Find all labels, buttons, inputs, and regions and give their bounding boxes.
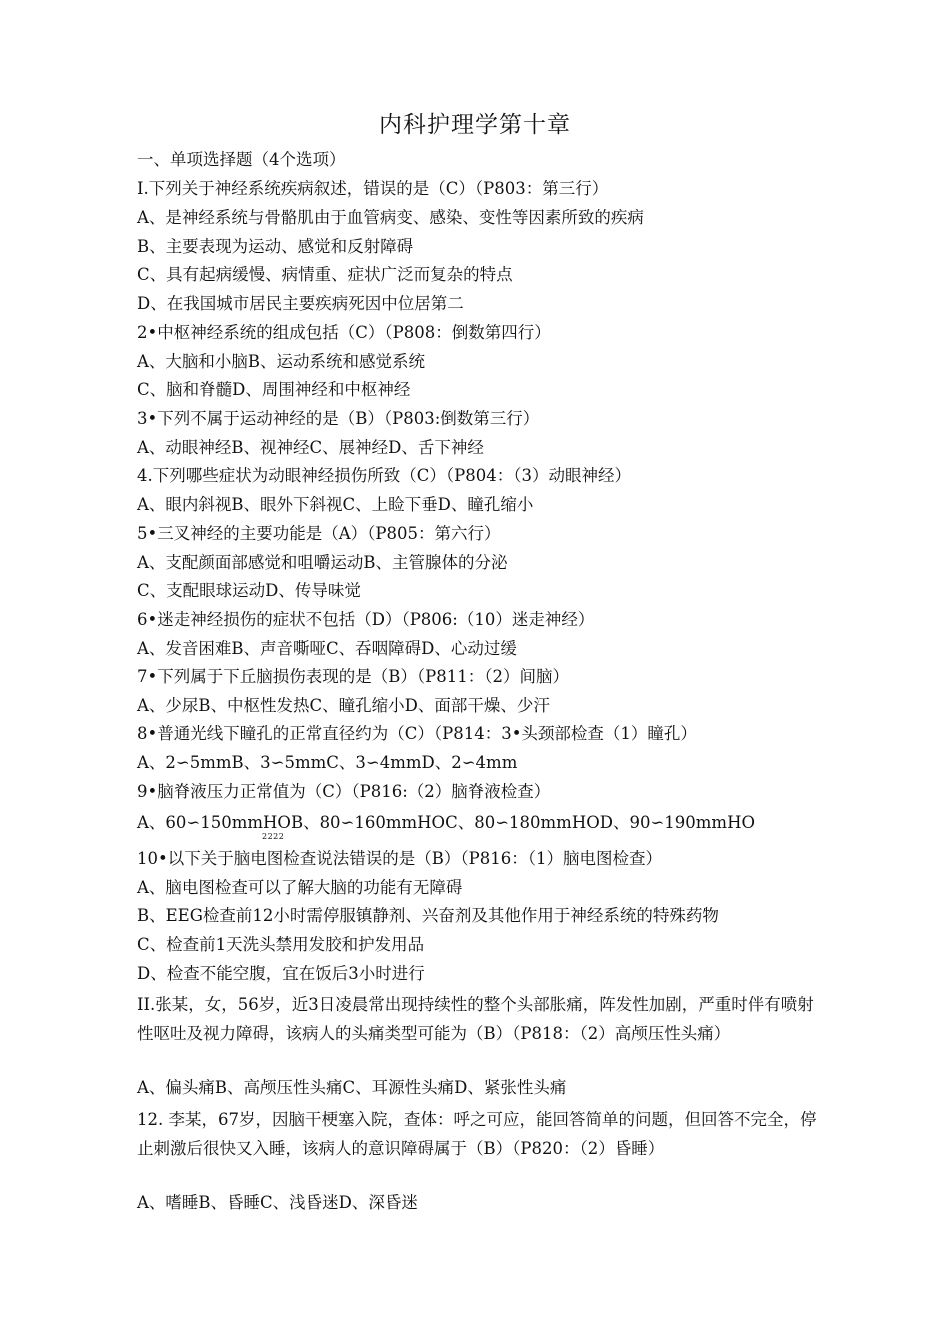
question-7: 7•下列属于下丘脑损伤表现的是（B）（P811：（2）间脑） [137,667,569,686]
question-11: II.张某，女，56岁，近3日凌晨常出现持续性的整个头部胀痛，阵发性加剧，严重时伴有喷射性呕吐及视力障碍，该病人的头痛类型可能为（B）（P818：（2）高颅压性头痛） [137,995,814,1043]
option-line: A、发音困难B、声音嘶哑C、吞咽障碍D、心动过缓 [137,639,517,658]
question-6: 6•迷走神经损伤的症状不包括（D）（P806:（10）迷走神经） [137,610,595,629]
option-line: A、是神经系统与骨骼肌由于血管病变、感染、变性等因素所致的疾病 [137,208,644,227]
option-line: A、偏头痛B、高颅压性头痛C、耳源性头痛D、紧张性头痛 [137,1078,567,1097]
option-line: D、检查不能空腹，宜在饭后3小时进行 [137,964,425,983]
option-line: A、60∽150mmHOB、80∽160mmHOC、80∽180mmHOD、90∽190mmHO [137,813,755,832]
question-10: 10•以下关于脑电图检查说法错误的是（B）（P816：（1）脑电图检查） [137,849,662,868]
subscript-note: 2222 [262,832,285,841]
option-line: C、检查前1天洗头禁用发胶和护发用品 [137,935,425,954]
option-line: C、具有起病缓慢、病情重、症状广泛而复杂的特点 [137,265,513,284]
option-line: A、少尿B、中枢性发热C、瞳孔缩小D、面部干燥、少汗 [137,696,550,715]
option-line: C、脑和脊髓D、周围神经和中枢神经 [137,380,411,399]
option-line: A、支配颜面部感觉和咀嚼运动B、主管腺体的分泌 [137,553,508,572]
option-line: A、大脑和小脑B、运动系统和感觉系统 [137,352,426,371]
page-title: 内科护理学第十章 [379,112,571,138]
question-2: 2•中枢神经系统的组成包括（C）（P808：倒数第四行） [137,323,551,342]
question-4: 4.下列哪些症状为动眼神经损伤所致（C）（P804：（3）动眼神经） [137,466,631,485]
option-line: A、眼内斜视B、眼外下斜视C、上睑下垂D、瞳孔缩小 [137,495,534,514]
option-line: A、脑电图检查可以了解大脑的功能有无障碍 [137,878,463,897]
question-3: 3•下列不属于运动神经的是（B）（P803:倒数第三行） [137,409,540,428]
option-line: A、动眼神经B、视神经C、展神经D、舌下神经 [137,438,484,457]
question-1: I.下列关于神经系统疾病叙述，错误的是（C）（P803：第三行） [137,179,609,198]
question-8: 8•普通光线下瞳孔的正常直径约为（C）（P814：3•头颈部检查（1）瞳孔） [137,724,697,743]
section-heading: 一、单项选择题（4个选项） [137,150,346,169]
option-line: B、主要表现为运动、感觉和反射障碍 [137,237,414,256]
question-12: 12. 李某，67岁，因脑干梗塞入院，查体：呼之可应，能回答简单的问题，但回答不完全，停止刺激后很快又入睡，该病人的意识障碍属于（B）（P820：（2）昏睡） [137,1110,817,1158]
option-line: B、EEG检查前12小时需停服镇静剂、兴奋剂及其他作用于神经系统的特殊药物 [137,906,719,925]
question-9: 9•脑脊液压力正常值为（C）（P816:（2）脑脊液检查） [137,782,551,801]
question-5: 5•三叉神经的主要功能是（A）（P805：第六行） [137,524,501,543]
option-line: A、2∽5mmB、3∽5mmC、3∽4mmD、2∽4mm [137,753,518,772]
option-line: C、支配眼球运动D、传导味觉 [137,581,361,600]
option-line: A、嗜睡B、昏睡C、浅昏迷D、深昏迷 [137,1193,418,1212]
option-line: D、在我国城市居民主要疾病死因中位居第二 [137,294,464,313]
